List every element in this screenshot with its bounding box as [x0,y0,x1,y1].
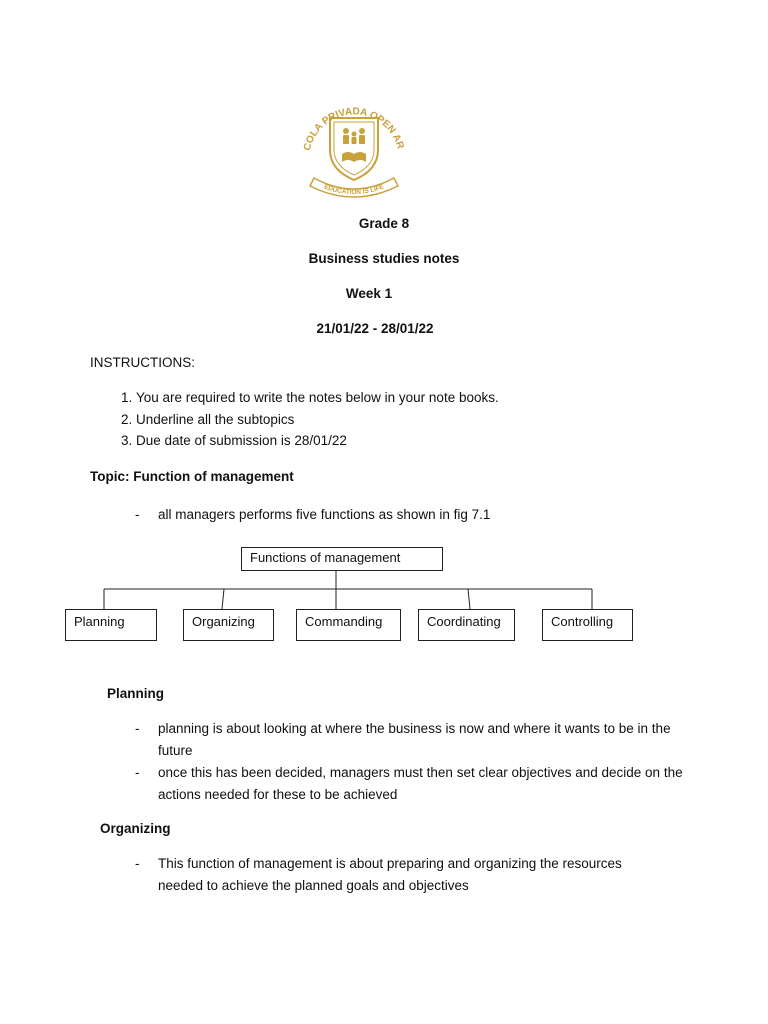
dash-bullet: - [135,765,140,780]
logo-ribbon-text: EDUCATION IS LIFE [323,183,385,197]
diagram-node-planning: Planning [65,609,157,641]
topic-intro: all managers performs five functions as shown in fig 7.1 [158,507,491,522]
topic-title: Topic: Function of management [90,469,294,484]
list-item [135,853,695,896]
instructions-heading: INSTRUCTIONS: [90,355,196,370]
diagram-node-coordinating: Coordinating [418,609,515,641]
organizing-heading: Organizing [100,821,171,836]
planning-point: planning is about looking at where the business is now and where it wants to be in the future [158,721,671,758]
planning-heading: Planning [107,686,164,701]
organizing-point: This function of management is about preparing and organizing the resources needed to achieve the planned goals and objectives [158,856,622,893]
list-item [135,762,695,805]
date-range: 21/01/22 - 28/01/22 [316,321,434,336]
diagram-node-commanding: Commanding [296,609,401,641]
week-title: Week 1 [345,286,393,301]
list-item: 1. You are required to write the notes below in your note books. [136,387,499,409]
dash-bullet: - [135,507,140,522]
dash-bullet: - [135,856,140,871]
list-item: 3. Due date of submission is 28/01/22 [136,430,499,452]
diagram-root: Functions of management [241,547,443,571]
list-item [135,718,695,761]
grade-title: Grade 8 [358,216,410,231]
diagram-node-organizing: Organizing [183,609,274,641]
dash-bullet: - [135,721,140,736]
list-item: 2. Underline all the subtopics [136,409,499,431]
diagram-node-controlling: Controlling [542,609,633,641]
logo-arc-text: COLA PRIVADA OPEN AR [301,106,406,152]
planning-point: once this has been decided, managers must then set clear objectives and decide on the actions needed for these to be achieved [158,765,683,802]
subject-title: Business studies notes [308,251,460,266]
